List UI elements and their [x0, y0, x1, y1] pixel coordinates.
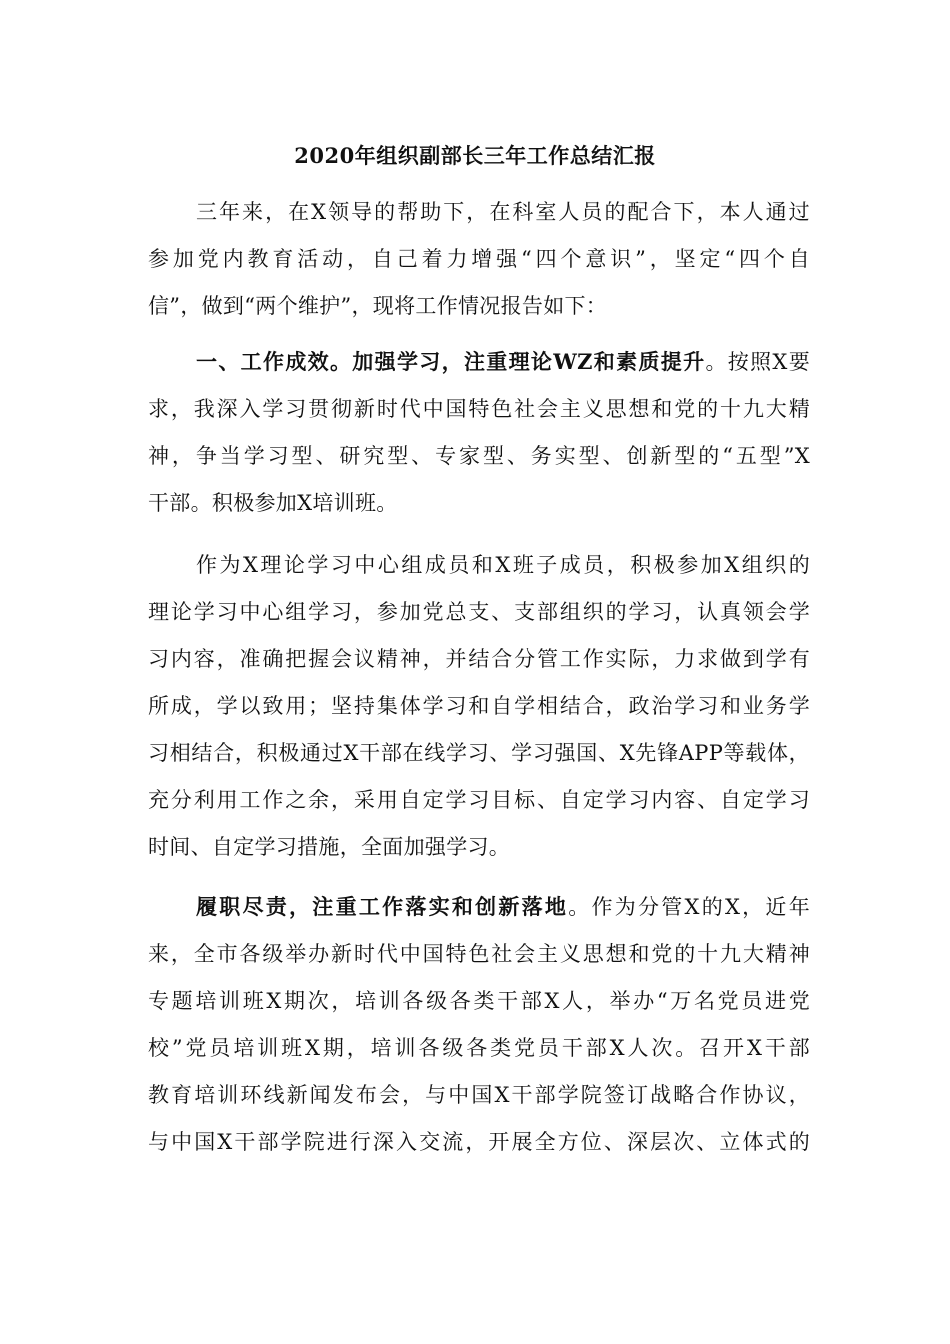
paragraph-line: 三年来，在X领导的帮助下，在科室人员的配合下，本人通过 — [196, 200, 810, 224]
paragraph-line: 作为X理论学习中心组成员和X班子成员，积极参加X组织的 — [196, 553, 810, 577]
paragraph-line — [196, 891, 810, 923]
paragraph-line: 信”，做到“两个维护”，现将工作情况报告如下： — [148, 294, 608, 318]
paragraph-line: 神，争当学习型、研究型、专家型、务实型、创新型的“五型”X — [148, 444, 810, 468]
section-heading: 一、工作成效。加强学习，注重理论WZ和素质提升 — [196, 349, 706, 374]
section-heading: 履职尽责，注重工作落实和创新落地 — [196, 894, 569, 919]
paragraph-line: 校”党员培训班X期，培训各级各类党员干部X人次。召开X干部 — [148, 1036, 810, 1060]
paragraph-line: 求，我深入学习贯彻新时代中国特色社会主义思想和党的十九大精 — [148, 397, 810, 421]
paragraph-line: 与中国X干部学院进行深入交流，开展全方位、深层次、立体式的 — [148, 1130, 810, 1154]
paragraph-line: 专题培训班X期次，培训各级各类干部X人，举办“万名党员进党 — [148, 989, 810, 1013]
document-title: 2020年组织副部长三年工作总结汇报 — [294, 143, 656, 168]
paragraph-line: 所成，学以致用；坚持集体学习和自学相结合，政治学习和业务学 — [148, 694, 810, 718]
paragraph-line: 来，全市各级举办新时代中国特色社会主义思想和党的十九大精神 — [148, 942, 810, 966]
paragraph-line: 参加党内教育活动，自己着力增强“四个意识”，坚定“四个自 — [148, 247, 810, 271]
paragraph-line: 干部。积极参加X培训班。 — [148, 491, 398, 515]
paragraph-text: 。按照X要 — [705, 350, 811, 374]
paragraph-text: 。作为分管X的X，近年 — [568, 895, 810, 919]
paragraph-line — [196, 346, 810, 378]
paragraph-line: 充分利用工作之余，采用自定学习目标、自定学习内容、自定学习 — [148, 788, 810, 812]
paragraph-line: 习相结合，积极通过X干部在线学习、学习强国、X先锋APP等载体， — [148, 741, 810, 765]
paragraph-line: 习内容，准确把握会议精神，并结合分管工作实际，力求做到学有 — [148, 647, 810, 671]
paragraph-line: 时间、自定学习措施，全面加强学习。 — [148, 835, 511, 859]
paragraph-line: 理论学习中心组学习，参加党总支、支部组织的学习，认真领会学 — [148, 600, 810, 624]
paragraph-line: 教育培训环线新闻发布会，与中国X干部学院签订战略合作协议， — [148, 1083, 810, 1107]
